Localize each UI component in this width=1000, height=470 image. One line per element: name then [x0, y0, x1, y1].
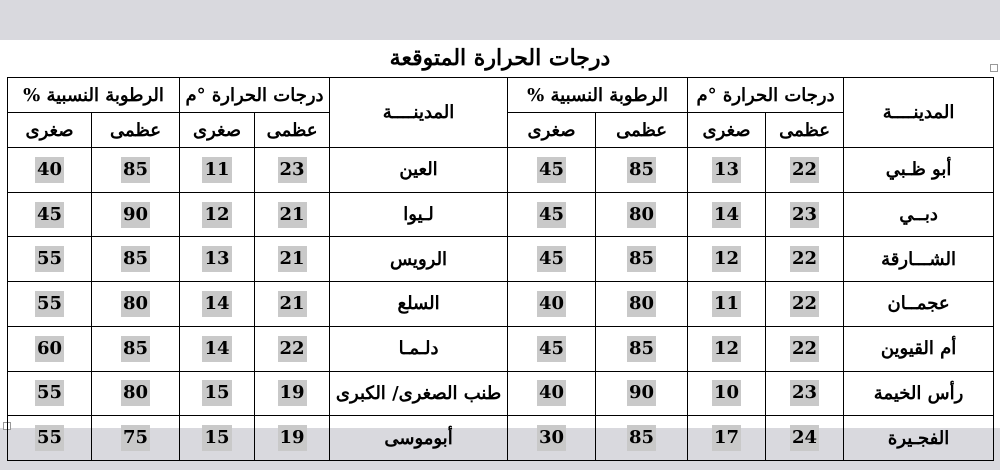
humidity-max-value: 85 — [121, 336, 150, 362]
temp-max-cell — [255, 371, 330, 416]
humidity-min-value: 60 — [35, 336, 64, 362]
temp-min-value: 15 — [202, 380, 231, 406]
temp-min-cell — [180, 192, 255, 237]
humidity-min-value: 55 — [35, 246, 64, 272]
humidity-min-value: 45 — [537, 246, 566, 272]
humidity-min-cell — [8, 326, 92, 371]
humidity-min-cell — [8, 148, 92, 193]
temp-max-cell — [766, 282, 844, 327]
temp-max-value: 22 — [278, 336, 307, 362]
humidity-max-value: 80 — [121, 291, 150, 317]
temp-min-cell — [180, 326, 255, 371]
temp-max-cell — [766, 192, 844, 237]
temp-max-value: 21 — [278, 246, 307, 272]
temp-min-value: 14 — [712, 202, 741, 228]
humidity-max-value: 90 — [121, 202, 150, 228]
humidity-max-cell — [92, 148, 180, 193]
humidity-max-cell — [596, 326, 688, 371]
city-name: الرويس — [330, 237, 508, 282]
resize-handle-top-right[interactable] — [990, 64, 998, 72]
temp-max-cell — [255, 416, 330, 461]
temp-min-cell — [180, 282, 255, 327]
city-name: دلـمـا — [330, 326, 508, 371]
humidity-max-value: 80 — [627, 291, 656, 317]
humidity-min-value: 40 — [35, 157, 64, 183]
humidity-max-cell — [596, 282, 688, 327]
humidity-min-value: 45 — [537, 157, 566, 183]
humidity-max-value: 90 — [627, 380, 656, 406]
max-header: عظمى — [92, 113, 180, 148]
table-row — [8, 192, 994, 237]
forecast-table — [7, 77, 994, 461]
temp-max-cell — [255, 237, 330, 282]
temp-min-value: 11 — [712, 291, 741, 317]
temp-min-cell — [688, 326, 766, 371]
city-name: عجمــان — [844, 282, 994, 327]
humidity-min-value: 45 — [537, 202, 566, 228]
temp-min-cell — [688, 237, 766, 282]
temp-max-value: 22 — [790, 336, 819, 362]
city-name: دبــي — [844, 192, 994, 237]
humidity-max-cell — [92, 371, 180, 416]
city-name: أم القيوين — [844, 326, 994, 371]
temp-max-value: 23 — [790, 380, 819, 406]
temp-min-value: 15 — [202, 425, 231, 451]
city-name: السلع — [330, 282, 508, 327]
humidity-max-cell — [92, 282, 180, 327]
city-name: أبوموسى — [330, 416, 508, 461]
humidity-min-cell — [508, 282, 596, 327]
table-row — [8, 148, 994, 193]
city-name: الفجـيرة — [844, 416, 994, 461]
humidity-min-value: 45 — [35, 202, 64, 228]
humidity-min-value: 45 — [537, 336, 566, 362]
min-header: صغرى — [508, 113, 596, 148]
temp-max-value: 22 — [790, 246, 819, 272]
humidity-min-cell — [8, 371, 92, 416]
table-row — [8, 237, 994, 282]
humidity-max-value: 85 — [627, 246, 656, 272]
humidity-min-cell — [8, 192, 92, 237]
temp-max-cell — [766, 148, 844, 193]
humidity-max-cell — [92, 326, 180, 371]
temp-max-value: 21 — [278, 291, 307, 317]
humidity-min-cell — [508, 416, 596, 461]
humidity-max-value: 85 — [121, 246, 150, 272]
temp-min-value: 11 — [202, 157, 231, 183]
humidity-min-cell — [8, 237, 92, 282]
temp-min-value: 10 — [712, 380, 741, 406]
max-header: عظمى — [766, 113, 844, 148]
temp-max-cell — [766, 237, 844, 282]
city-name: طنب الصغرى/ الكبرى — [330, 371, 508, 416]
humidity-min-cell — [508, 326, 596, 371]
humidity-min-cell — [8, 416, 92, 461]
temp-max-cell — [255, 148, 330, 193]
page-title: درجات الحرارة المتوقعة — [389, 45, 611, 71]
humidity-min-value: 40 — [537, 380, 566, 406]
temp-max-value: 23 — [278, 157, 307, 183]
min-header: صغرى — [688, 113, 766, 148]
temp-min-value: 13 — [202, 246, 231, 272]
humidity-max-cell — [92, 192, 180, 237]
temp-min-cell — [180, 148, 255, 193]
temp-min-value: 12 — [712, 246, 741, 272]
city-name: العين — [330, 148, 508, 193]
temp-max-value: 24 — [790, 425, 819, 451]
temp-max-value: 23 — [790, 202, 819, 228]
city-name: لـيوا — [330, 192, 508, 237]
humidity-max-value: 75 — [121, 425, 150, 451]
humidity-max-value: 85 — [121, 157, 150, 183]
min-header: صغرى — [8, 113, 92, 148]
temp-min-value: 14 — [202, 291, 231, 317]
temp-min-cell — [688, 371, 766, 416]
temp-max-cell — [766, 326, 844, 371]
temp-max-value: 19 — [278, 425, 307, 451]
humidity-max-cell — [596, 371, 688, 416]
humidity-min-cell — [508, 148, 596, 193]
min-header: صغرى — [180, 113, 255, 148]
temp-min-cell — [688, 192, 766, 237]
table-row — [8, 371, 994, 416]
temp-min-cell — [688, 416, 766, 461]
humidity-max-cell — [596, 416, 688, 461]
humidity-max-cell — [596, 192, 688, 237]
humidity-max-value: 85 — [627, 336, 656, 362]
humidity-min-value: 55 — [35, 380, 64, 406]
humidity-max-value: 80 — [627, 202, 656, 228]
temp-max-cell — [255, 192, 330, 237]
max-header: عظمى — [596, 113, 688, 148]
city-name: رأس الخيمة — [844, 371, 994, 416]
humidity-max-cell — [596, 148, 688, 193]
city-name: الشـــارقة — [844, 237, 994, 282]
humidity-min-value: 55 — [35, 291, 64, 317]
temp-min-value: 12 — [712, 336, 741, 362]
table-row — [8, 282, 994, 327]
temp-min-value: 12 — [202, 202, 231, 228]
humidity-max-value: 80 — [121, 380, 150, 406]
table-row — [8, 416, 994, 461]
temp-min-cell — [180, 416, 255, 461]
humidity-max-cell — [92, 237, 180, 282]
temp-max-cell — [255, 326, 330, 371]
temp-min-value: 13 — [712, 157, 741, 183]
temp-min-cell — [688, 148, 766, 193]
temp-min-cell — [180, 371, 255, 416]
humidity-max-value: 85 — [627, 425, 656, 451]
humidity-min-value: 55 — [35, 425, 64, 451]
temp-max-value: 22 — [790, 291, 819, 317]
temp-min-value: 14 — [202, 336, 231, 362]
humidity-max-cell — [596, 237, 688, 282]
temp-max-cell — [766, 416, 844, 461]
max-header: عظمى — [255, 113, 330, 148]
humidity-min-cell — [8, 282, 92, 327]
temp-max-value: 21 — [278, 202, 307, 228]
temp-max-value: 22 — [790, 157, 819, 183]
temperature-header: درجات الحرارة °م — [180, 78, 330, 113]
temp-min-value: 17 — [712, 425, 741, 451]
temp-max-cell — [766, 371, 844, 416]
humidity-min-value: 30 — [537, 425, 566, 451]
temp-min-cell — [180, 237, 255, 282]
table-row — [8, 326, 994, 371]
city-header: المدينــــة — [330, 78, 508, 148]
document-sheet — [0, 40, 1000, 449]
humidity-min-cell — [508, 237, 596, 282]
city-header: المدينــــة — [844, 78, 994, 148]
humidity-min-cell — [508, 371, 596, 416]
temp-min-cell — [688, 282, 766, 327]
humidity-max-cell — [92, 416, 180, 461]
temp-max-cell — [255, 282, 330, 327]
humidity-header: الرطوبة النسبية % — [8, 78, 180, 113]
humidity-header: الرطوبة النسبية % — [508, 78, 688, 113]
temperature-header: درجات الحرارة °م — [688, 78, 844, 113]
temp-max-value: 19 — [278, 380, 307, 406]
humidity-min-cell — [508, 192, 596, 237]
city-name: أبو ظـبي — [844, 148, 994, 193]
humidity-max-value: 85 — [627, 157, 656, 183]
humidity-min-value: 40 — [537, 291, 566, 317]
